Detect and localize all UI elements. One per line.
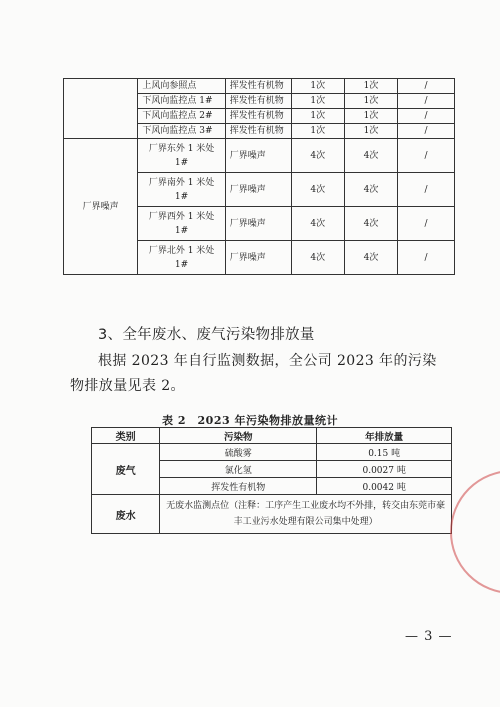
monitor-point-cell: 下风向监控点 1# (138, 94, 225, 109)
body-paragraph: 根据 2023 年自行监测数据，全公司 2023 年的污染物排放量见表 2。 (70, 353, 437, 394)
monitoring-frequency-table (63, 78, 455, 275)
monitor-item-cell: 挥发性有机物 (225, 124, 291, 139)
frequency-cell: 4次 (291, 241, 344, 275)
frequency-cell: 1次 (344, 124, 397, 139)
monitor-item-cell: 挥发性有机物 (225, 94, 291, 109)
frequency-cell: 1次 (344, 94, 397, 109)
remark-cell: / (398, 94, 455, 109)
amount-cell: 0.0027 吨 (317, 461, 452, 478)
pollutant-cell: 氯化氢 (160, 461, 317, 478)
frequency-cell: 1次 (344, 79, 397, 94)
monitor-item-cell: 挥发性有机物 (225, 79, 291, 94)
remark-cell: / (398, 241, 455, 275)
remark-cell: / (398, 109, 455, 124)
frequency-cell: 1次 (291, 79, 344, 94)
frequency-cell: 4次 (291, 139, 344, 173)
company-seal-stamp (450, 470, 500, 610)
amount-cell: 0.15 吨 (317, 444, 452, 461)
emission-table (91, 427, 452, 534)
monitor-point-cell: 厂界东外 1 米处 1# (138, 139, 225, 173)
monitor-point-cell: 下风向监控点 2# (138, 109, 225, 124)
table-header-row (92, 428, 452, 444)
table-row (92, 495, 452, 534)
frequency-cell: 4次 (344, 241, 397, 275)
monitor-point-cell: 厂界南外 1 米处 1# (138, 173, 225, 207)
category-water: 废水 (92, 495, 160, 534)
frequency-cell: 1次 (291, 109, 344, 124)
frequency-cell: 4次 (291, 173, 344, 207)
remark-cell: / (398, 79, 455, 94)
water-note-cell: 无废水监测点位（注释：工序产生工业废水均不外排，转交由东莞市豪丰工业污水处理有限公司集中处理） (160, 495, 452, 534)
monitor-point-cell: 上风向参照点 (138, 79, 225, 94)
monitor-point-cell: 下风向监控点 3# (138, 124, 225, 139)
monitor-item-cell: 厂界噪声 (225, 241, 291, 275)
frequency-cell: 4次 (344, 139, 397, 173)
table-row (92, 444, 452, 461)
amount-cell: 0.0042 吨 (317, 478, 452, 495)
header-pollutant: 污染物 (160, 428, 317, 444)
header-category: 类别 (92, 428, 160, 444)
monitor-item-cell: 厂界噪声 (225, 207, 291, 241)
seal-ring (450, 470, 500, 594)
remark-cell: / (398, 124, 455, 139)
remark-cell: / (398, 207, 455, 241)
group-label-noise: 厂界噪声 (64, 139, 138, 275)
monitor-item-cell: 挥发性有机物 (225, 109, 291, 124)
table-row (64, 139, 455, 173)
table-row (64, 79, 455, 94)
monitor-point-cell: 厂界北外 1 米处 1# (138, 241, 225, 275)
frequency-cell: 1次 (291, 124, 344, 139)
table-caption: 表 2 2023 年污染物排放量统计 (162, 414, 338, 427)
frequency-cell: 4次 (291, 207, 344, 241)
frequency-cell: 4次 (344, 207, 397, 241)
category-gas: 废气 (92, 444, 160, 495)
monitor-point-cell: 厂界西外 1 米处 1# (138, 207, 225, 241)
remark-cell: / (398, 139, 455, 173)
monitor-item-cell: 厂界噪声 (225, 173, 291, 207)
header-annual-amount: 年排放量 (317, 428, 452, 444)
group-cell-empty (64, 79, 138, 139)
frequency-cell: 1次 (291, 94, 344, 109)
frequency-cell: 4次 (344, 173, 397, 207)
monitor-item-cell: 厂界噪声 (225, 139, 291, 173)
frequency-cell: 1次 (344, 109, 397, 124)
pollutant-cell: 挥发性有机物 (160, 478, 317, 495)
pollutant-cell: 硫酸雾 (160, 444, 317, 461)
remark-cell: / (398, 173, 455, 207)
section-heading: 3、全年废水、废气污染物排放量 (98, 327, 315, 343)
page-number: — 3 — (405, 629, 453, 644)
